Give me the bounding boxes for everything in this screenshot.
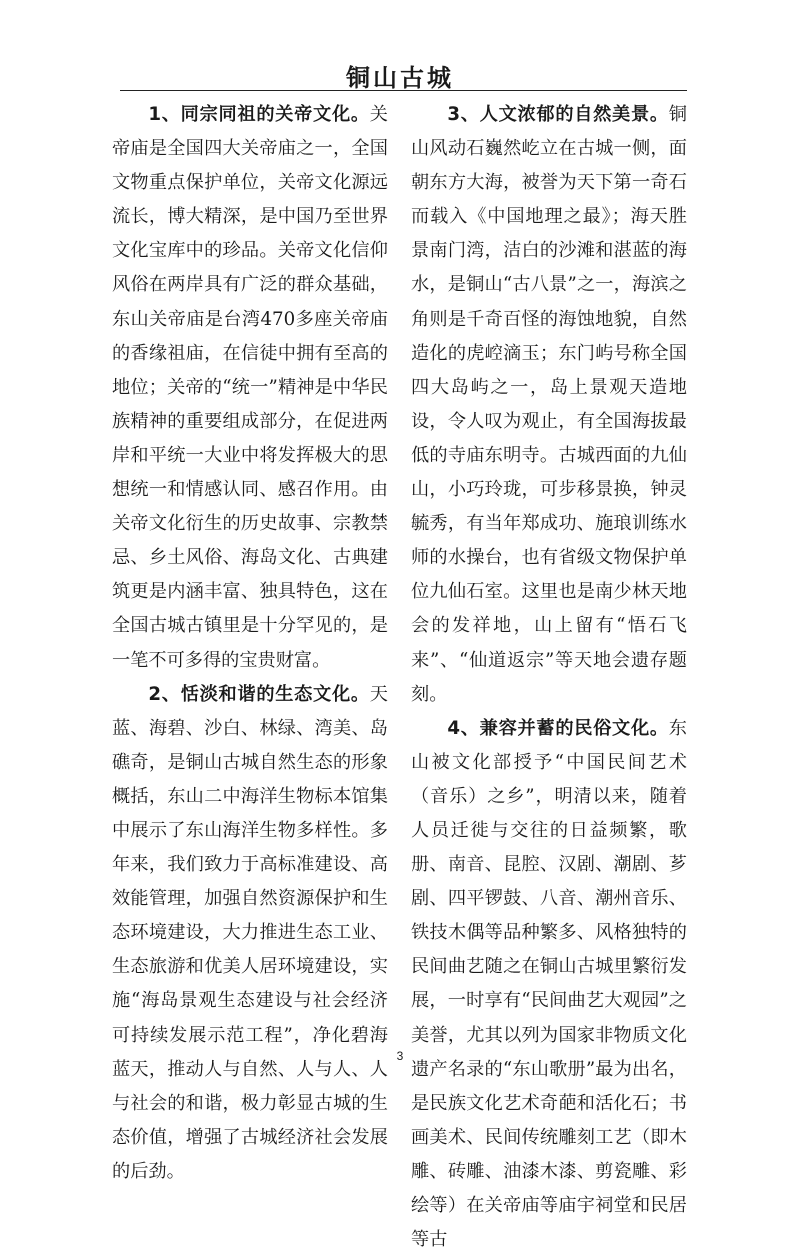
- page-header-title: 铜山古城: [346, 64, 454, 92]
- left-column: [112, 98, 388, 1189]
- section-heading: 3、人文浓郁的自然美景。: [447, 104, 669, 125]
- section-heading: 2、恬淡和谐的生态文化。: [148, 683, 370, 705]
- page-number: 3: [396, 1049, 404, 1063]
- section-natural-scenery: [411, 98, 687, 712]
- section-heading: 1、同宗同祖的关帝文化。: [148, 104, 370, 125]
- section-folk-culture: [411, 712, 687, 1257]
- section-body: 东山被文化部授予“中国民间艺术（音乐）之乡”，明清以来，随着人员迁徙与交往的日益频繁，歌册、南音、昆腔、汉剧、潮剧、芗剧、四平锣鼓、八音、潮州音乐、铁技木偶等品种繁多、风格独特的民间曲艺随之在铜山古城里繁衍发展，一时享有“民间曲艺大观园”之美誉，尤其以列为国家非物质文化遗产名录的“东山歌册”最为出名，是民族文化艺术奇葩和活化石；书画美术、民间传统雕刻工艺（即木雕、砖雕、油漆木漆、剪瓷雕、彩绘等）在关帝庙等庙宇祠堂和民居等古: [411, 717, 687, 1251]
- header-divider: [120, 90, 687, 91]
- section-body: 铜山风动石巍然屹立在古城一侧，面朝东方大海，被誉为天下第一奇石而载入《中国地理之最》；海天胜景南门湾，洁白的沙滩和湛蓝的海水，是铜山“古八景”之一，海滨之角则是千奇百怪的海蚀地貌，自然造化的虎崆滴玉；东门屿号称全国四大岛屿之一，岛上景观天造地设，令人叹为观止，有全国海拔最低的寺庙东明寺。古城西面的九仙山，小巧玲珑，可步移景换，钟灵毓秀，有当年郑成功、施琅训练水师的水操台，也有省级文物保护单位九仙石室。这里也是南少林天地会的发祥地，山上留有“悟石飞来”、“仙道返宗”等天地会遗存题刻。: [411, 104, 687, 705]
- section-ecological-culture: [112, 678, 388, 1189]
- section-heading: 4、兼容并蓄的民俗文化。: [447, 717, 669, 739]
- section-body: 关帝庙是全国四大关帝庙之一，全国文物重点保护单位，关帝文化源远流长，博大精深，是中国乃至世界文化宝库中的珍品。关帝文化信仰风俗在两岸具有广泛的群众基础，东山关帝庙是台湾470多座关帝庙的香缘祖庙，在信徒中拥有至高的地位；关帝的“统一”精神是中华民族精神的重要组成部分，在促进两岸和平统一大业中将发挥极大的思想统一和情感认同、感召作用。由关帝文化衍生的历史故事、宗教禁忌、乡土风俗、海岛文化、古典建筑更是内涵丰富、独具特色，这在全国古城古镇里是十分罕见的，是一笔不可多得的宝贵财富。: [112, 104, 388, 671]
- right-column: [411, 98, 687, 1257]
- section-body: 天蓝、海碧、沙白、林绿、湾美、岛礁奇，是铜山古城自然生态的形象概括，东山二中海洋生物标本馆集中展示了东山海洋生物多样性。多年来，我们致力于高标准建设、高效能管理，加强自然资源保护和生态环境建设，大力推进生态工业、生态旅游和优美人居环境建设，实施“海岛景观生态建设与社会经济可持续发展示范工程”，净化碧海蓝天，推动人与自然、人与人、人与社会的和谐，极力彰显古城的生态价值，增强了古城经济社会发展的后劲。: [112, 683, 388, 1182]
- section-guandi-culture: [112, 98, 388, 678]
